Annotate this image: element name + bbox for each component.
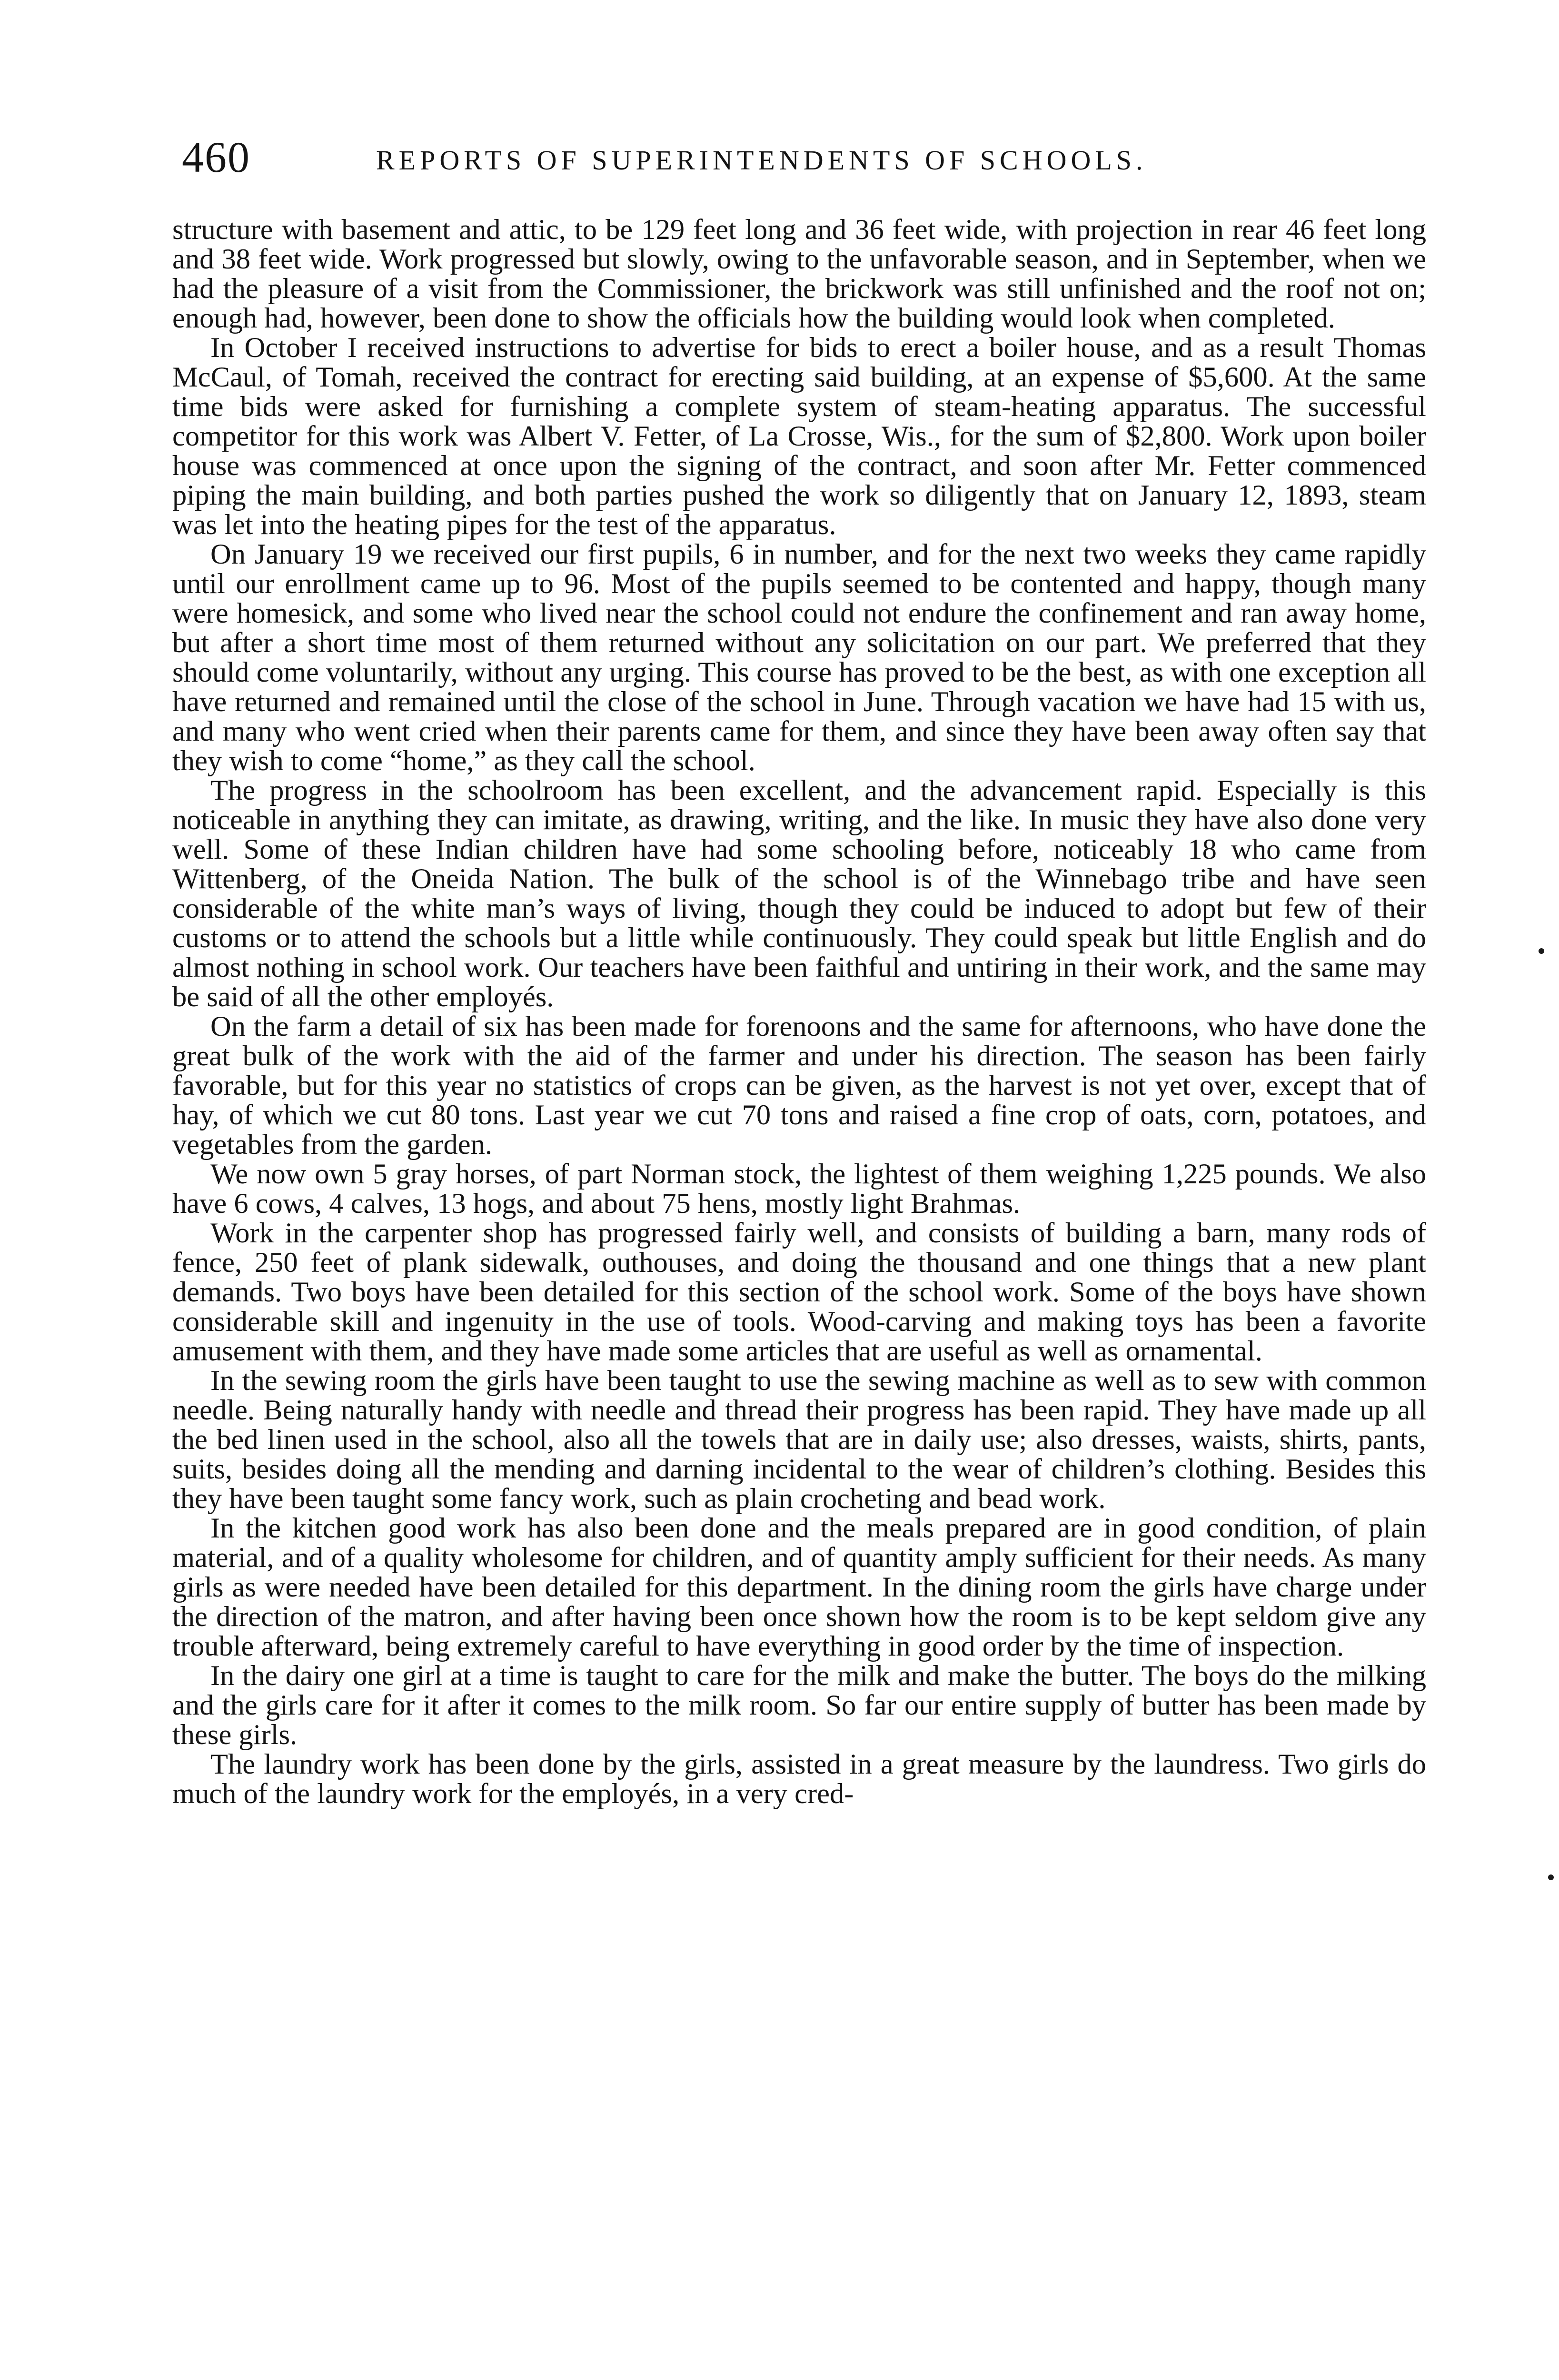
page-number: 460: [182, 133, 250, 181]
paragraph-schoolroom-progress: The progress in the schoolroom has been excellent, and the advancement rapid. Especially is this noticeable in anything they can imitate, as drawing, writing, and the like. In music they have also done very well. Some of these Indian children have had some schooling before, noticeably 18 who came from Wittenberg, of the Oneida Nation. The bulk of the school is of the Winnebago tribe and have seen considerable of the white man’s ways of living, though they could be induced to adopt but few of their customs or to attend the schools but a little while continuously. They could speak but little English and do almost nothing in school work. Our teachers have been faithful and untiring in their work, and the same may be said of all the other employés.: [172, 774, 1426, 1013]
scan-speck: [1548, 1874, 1554, 1880]
page-header: [176, 129, 1423, 190]
body-text: [172, 215, 1426, 1809]
paragraph-farm: On the farm a detail of six has been made for forenoons and the same for afternoons, who have done the great bulk of the work with the aid of the farmer and under his direction. The season has been fairly favorable, but for this year no statistics of crops can be given, as the harvest is not yet over, except that of hay, of which we cut 80 tons. Last year we cut 70 tons and raised a fine crop of oats, corn, potatoes, and vegetables from the garden.: [172, 1011, 1426, 1160]
paragraph-laundry: The laundry work has been done by the girls, assisted in a great measure by the laundress. Two girls do much of the laundry work for the employés, in a very cred-: [172, 1748, 1426, 1810]
paragraph-sewing-room: In the sewing room the girls have been taught to use the sewing machine as well as to sew with common needle. Being naturally handy with needle and thread their progress has been rapid. They have made up all the bed linen used in the school, also all the towels that are in daily use; also dresses, waists, shirts, pants, suits, besides doing all the mending and darning incidental to the wear of children’s clothing. Besides this they have been taught some fancy work, such as plain crocheting and bead work.: [172, 1365, 1426, 1515]
paragraph-kitchen: In the kitchen good work has also been done and the meals prepared are in good condition, of plain material, and of a quality wholesome for children, and of quantity amply sufficient for their needs. As many girls as were needed have been detailed for this department. In the dining room the girls have charge under the direction of the matron, and after having been once shown how the room is to be kept seldom give any trouble afterward, being extremely careful to have everything in good order by the time of inspection.: [172, 1512, 1426, 1662]
running-head: REPORTS OF SUPERINTENDENTS OF SCHOOLS.: [376, 145, 1147, 176]
paragraph-first-pupils: On January 19 we received our first pupils, 6 in number, and for the next two weeks they came rapidly until our enrollment came up to 96. Most of the pupils seemed to be contented and happy, though many were homesick, and some who lived near the school could not endure the confinement and ran away home, but after a short time most of them returned without any solicitation on our part. We preferred that they should come voluntarily, without any urging. This course has proved to be the best, as with one exception all have returned and remained until the close of the school in June. Through vacation we have had 15 with us, and many who went cried when their parents came for them, and since they have been away often say that they wish to come “home,” as they call the school.: [172, 538, 1426, 777]
paragraph-livestock: We now own 5 gray horses, of part Norman stock, the lightest of them weighing 1,225 pounds. We also have 6 cows, 4 calves, 13 hogs, and about 75 hens, mostly light Brahmas.: [172, 1158, 1426, 1220]
paragraph-carpenter-shop: Work in the carpenter shop has progressed fairly well, and consists of building a barn, many rods of fence, 250 feet of plank sidewalk, outhouses, and doing the thousand and one things that a new plant demands. Two boys have been detailed for this section of the school work. Some of the boys have shown considerable skill and ingenuity in the use of tools. Wood-carving and making toys has been a favorite amusement with them, and they have made some articles that are useful as well as ornamental.: [172, 1217, 1426, 1367]
scan-speck: [1539, 948, 1544, 954]
paragraph-boiler-house: In October I received instructions to advertise for bids to erect a boiler house, and as a result Thomas McCaul, of Tomah, received the contract for erecting said building, at an expense of $5,600. At the same time bids were asked for furnishing a complete system of steam-heating apparatus. The successful competitor for this work was Albert V. Fetter, of La Crosse, Wis., for the sum of $2,800. Work upon boiler house was commenced at once upon the signing of the contract, and soon after Mr. Fetter commenced piping the main building, and both parties pushed the work so diligently that on January 12, 1893, steam was let into the heating pipes for the test of the apparatus.: [172, 332, 1426, 541]
paragraph-building-construction: structure with basement and attic, to be 129 feet long and 36 feet wide, with projection in rear 46 feet long and 38 feet wide. Work progressed but slowly, owing to the unfavorable season, and in September, when we had the pleasure of a visit from the Commissioner, the brickwork was still unfinished and the roof not on; enough had, however, been done to show the officials how the building would look when completed.: [172, 214, 1426, 334]
paragraph-dairy: In the dairy one girl at a time is taught to care for the milk and make the butter. The boys do the milking and the girls care for it after it comes to the milk room. So far our entire supply of butter has been made by these girls.: [172, 1660, 1426, 1751]
